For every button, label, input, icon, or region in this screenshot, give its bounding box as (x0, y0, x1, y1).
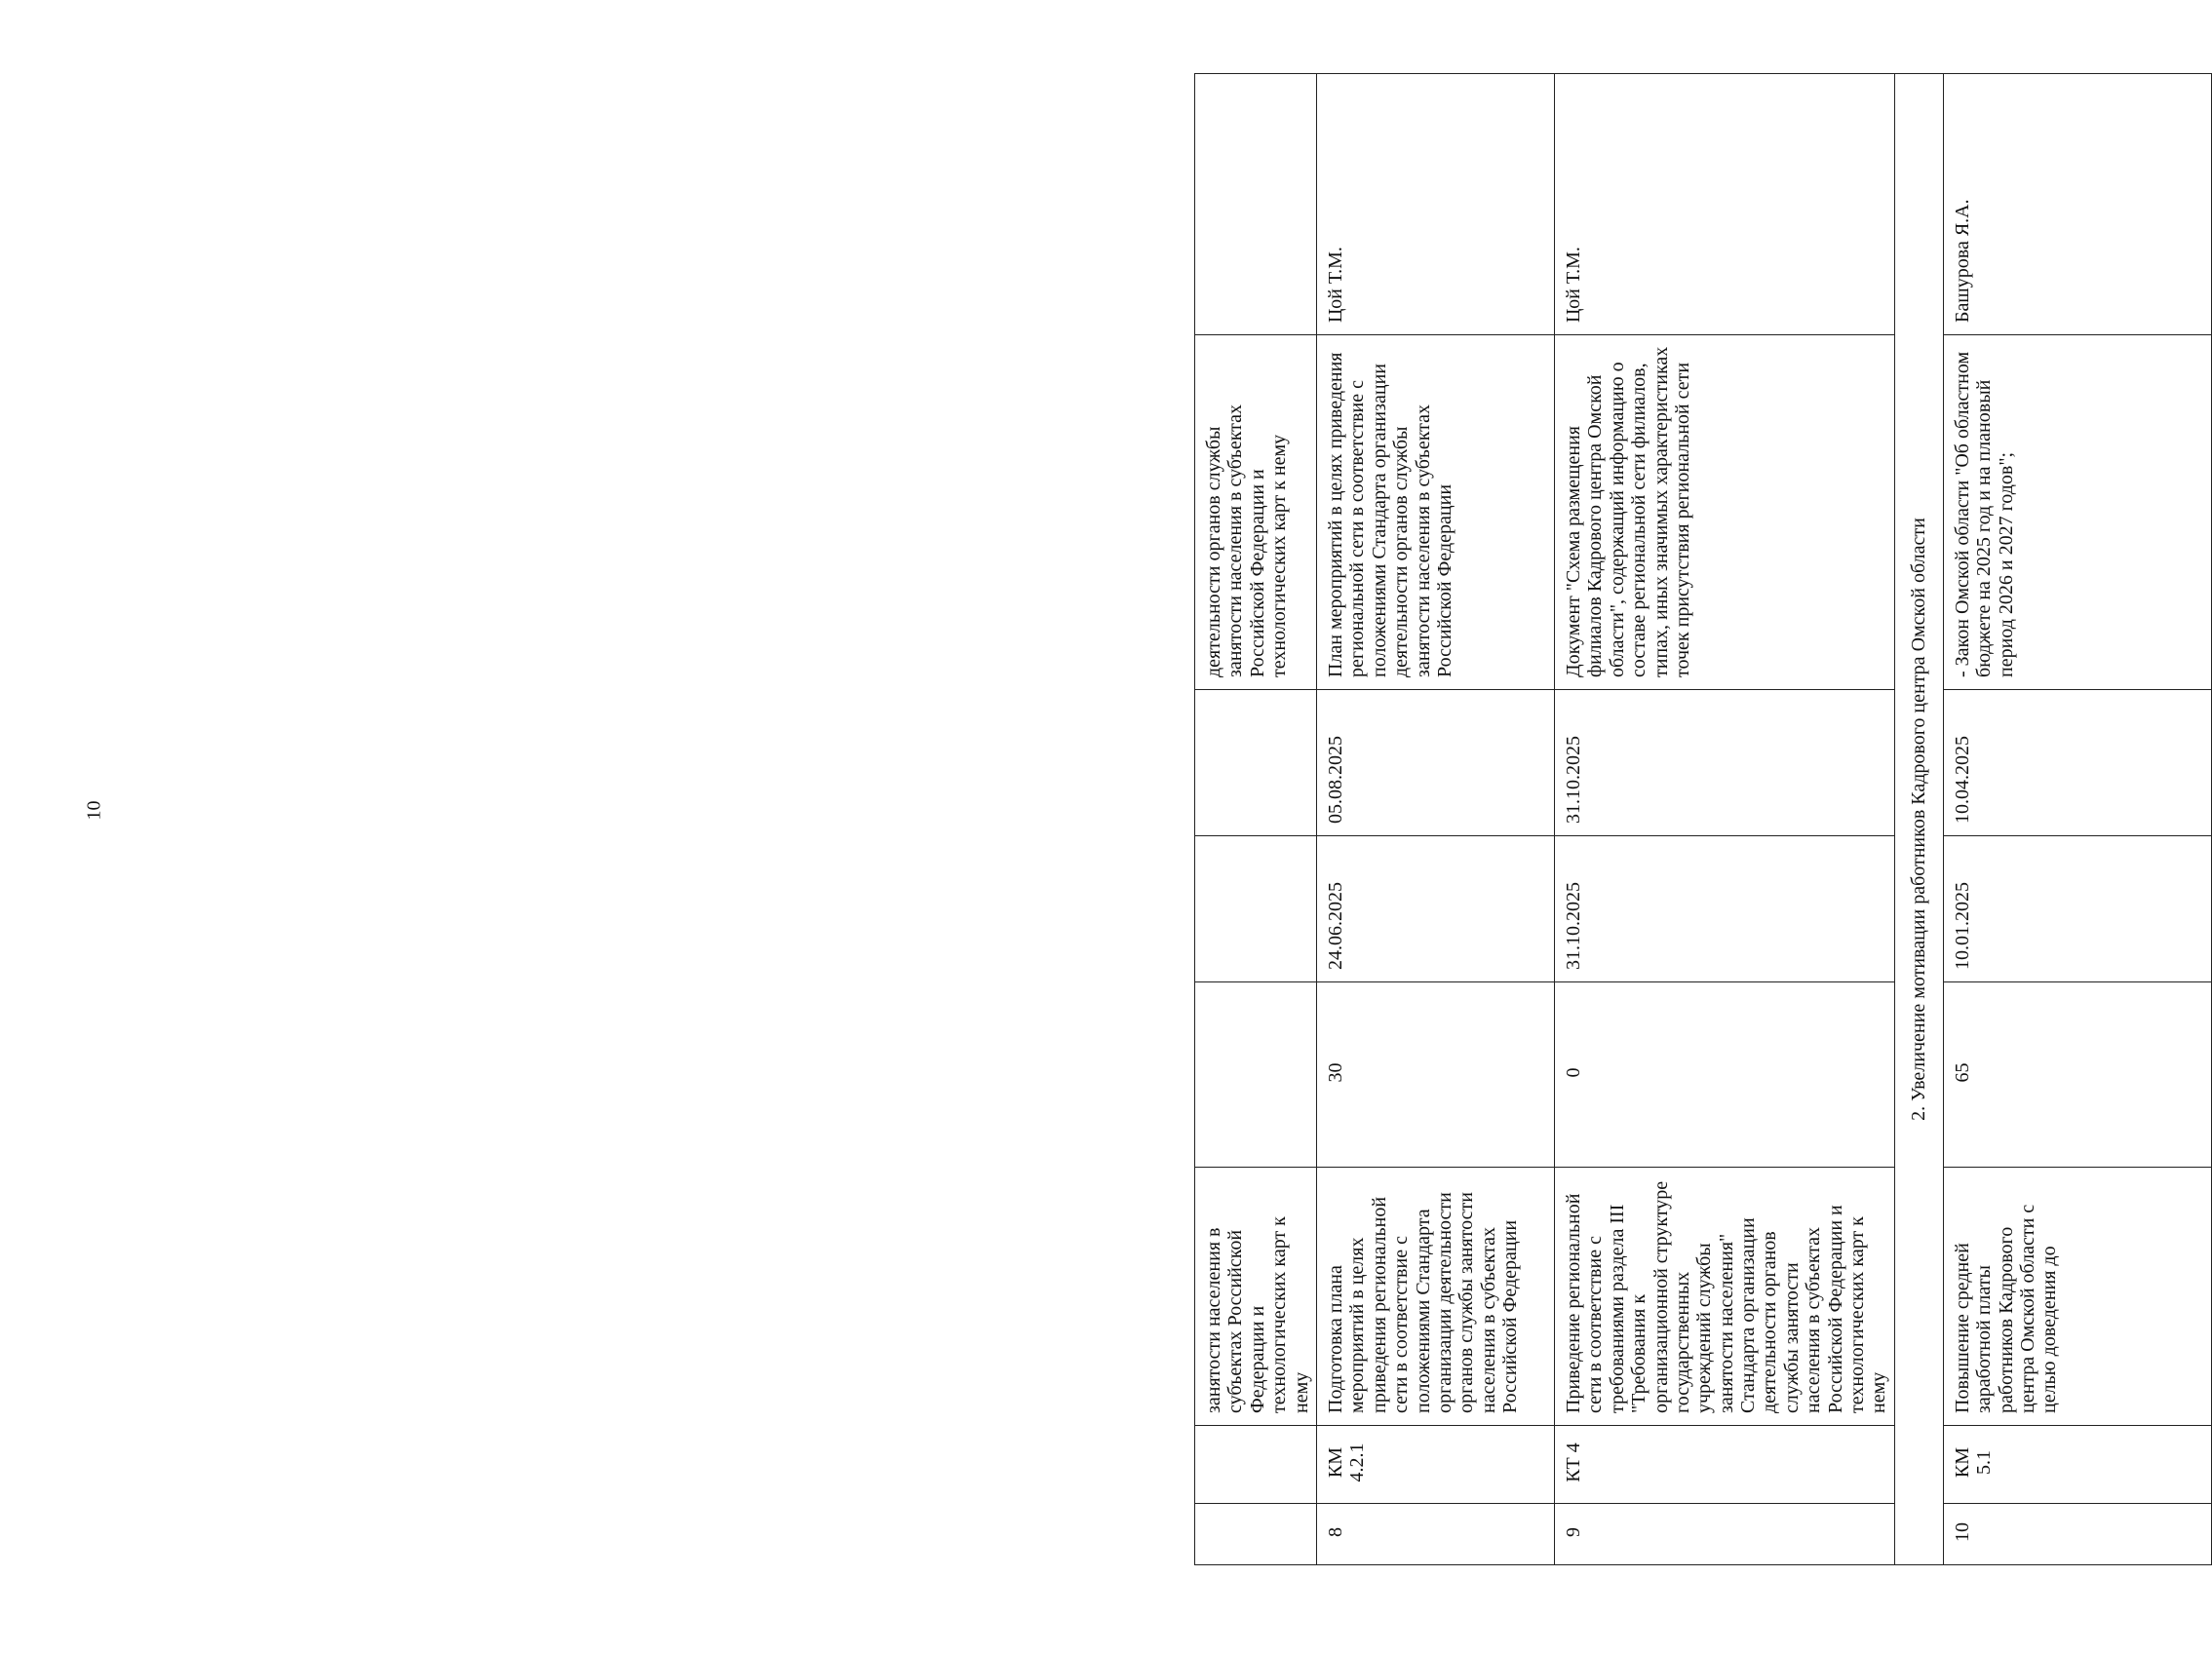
cell-task: занятости населения в субъектах Российской Федерации и технологических карт к нему (1195, 1168, 1317, 1426)
cell-end: 31.10.2025 (1554, 690, 1894, 836)
cell-responsible: Башурова Я.А. (1943, 74, 2211, 335)
plan-table (1194, 73, 2212, 1565)
table-row (1943, 74, 2211, 1565)
cell-value (1195, 982, 1317, 1168)
cell-responsible (1195, 74, 1317, 335)
cell-start: 24.06.2025 (1316, 836, 1554, 982)
cell-end (1195, 690, 1317, 836)
cell-code (1195, 1426, 1317, 1504)
cell-num: 8 (1316, 1504, 1554, 1565)
cell-result: Документ "Схема размещения филиалов Кадрового центра Омской области", содержащий информацию о составе региональной сети филиалов, типах, иных значимых характеристиках точек присутствия региональной сети (1554, 335, 1894, 690)
cell-task: Повышение средней заработной платы работников Кадрового центра Омской области с целью доведения до (1943, 1168, 2211, 1426)
page-number: 10 (83, 800, 105, 821)
rotated-table-container (1194, 74, 2191, 1565)
cell-responsible: Цой Т.М. (1316, 74, 1554, 335)
cell-end: 05.08.2025 (1316, 690, 1554, 836)
cell-task: Приведение региональной сети в соответствие с требованиями раздела III "Требования к организационной структуре государственных учреждений службы занятости населения" Стандарта организации деятельности органов службы занятости населения в субъектах Российской Федерации и технологических карт к нему (1554, 1168, 1894, 1426)
cell-end: 10.04.2025 (1943, 690, 2211, 836)
cell-result: деятельности органов службы занятости населения в субъектах Российской Федерации и технологических карт к нему (1195, 335, 1317, 690)
cell-code: КМ 5.1 (1943, 1426, 2211, 1504)
cell-code: КТ 4 (1554, 1426, 1894, 1504)
cell-responsible: Цой Т.М. (1554, 74, 1894, 335)
cell-code: КМ 4.2.1 (1316, 1426, 1554, 1504)
cell-start (1195, 836, 1317, 982)
cell-num: 9 (1554, 1504, 1894, 1565)
cell-task: Подготовка плана мероприятий в целях приведения региональной сети в соответствие с положениями Стандарта организации деятельности органов службы занятости населения в субъектах Российской Федерации (1316, 1168, 1554, 1426)
cell-num: 10 (1943, 1504, 2211, 1565)
cell-value: 30 (1316, 982, 1554, 1168)
cell-result: - Закон Омской области "Об областном бюджете на 2025 год и на плановый период 2026 и 2027 годов"; (1943, 335, 2211, 690)
cell-result: План мероприятий в целях приведения региональной сети в соответствие с положениями Стандарта организации деятельности органов службы занятости населения в субъектах Российской Федерации (1316, 335, 1554, 690)
table-row (1554, 74, 1894, 1565)
cell-value: 0 (1554, 982, 1894, 1168)
section-title: 2. Увеличение мотивации работников Кадрового центра Омской области (1894, 74, 1943, 1565)
section-row (1894, 74, 1943, 1565)
cell-start: 10.01.2025 (1943, 836, 2211, 982)
cell-value: 65 (1943, 982, 2211, 1168)
cell-start: 31.10.2025 (1554, 836, 1894, 982)
table-row (1195, 74, 1317, 1565)
cell-num (1195, 1504, 1317, 1565)
table-row (1316, 74, 1554, 1565)
